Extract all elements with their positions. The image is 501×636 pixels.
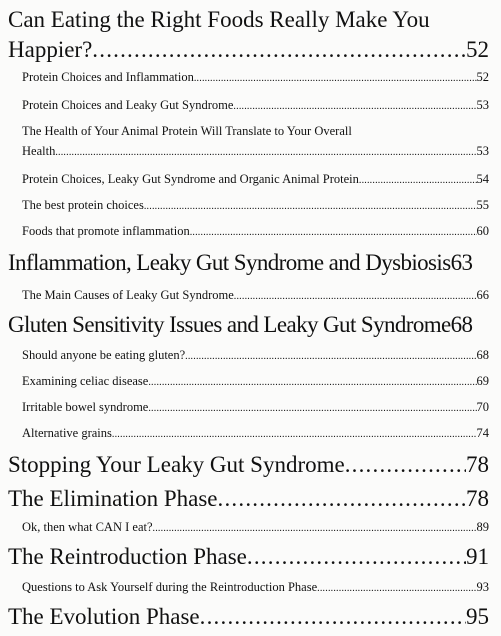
toc-entry-page: 74 [476, 426, 489, 440]
toc-entry-heading[interactable] [8, 604, 489, 630]
leader-dots [317, 580, 476, 595]
toc-entry-title: The Reintroduction Phase [8, 544, 247, 569]
toc-entry-title: Should anyone be eating gluten? [22, 348, 186, 362]
toc-entry-title: Protein Choices, Leaky Gut Syndrome and Organic Animal Protein [22, 172, 359, 186]
toc-entry-subheading[interactable] [22, 70, 489, 85]
toc-entry-title: Examining celiac disease [22, 374, 149, 388]
toc-entry-heading[interactable] [8, 312, 489, 338]
toc-entry-subheading[interactable] [22, 374, 489, 389]
toc-entry-page: 60 [476, 224, 489, 238]
toc-entry-page: 93 [476, 580, 489, 594]
toc-entry-title: Foods that promote inflammation [22, 224, 190, 238]
toc-entry-heading[interactable] [8, 486, 489, 512]
toc-entry-subheading[interactable] [22, 98, 489, 113]
toc-entry-page: 55 [476, 198, 489, 212]
leader-dots [148, 374, 476, 389]
toc-entry-heading[interactable] [8, 250, 489, 276]
toc-entry-title: Ok, then what CAN I eat? [22, 520, 153, 534]
leader-dots [359, 172, 477, 187]
leader-dots [92, 37, 466, 63]
toc-entry-page: 78 [466, 486, 489, 511]
toc-entry-title: Happier? [8, 37, 93, 62]
toc-entry-title: Stopping Your Leaky Gut Syndrome [8, 452, 345, 477]
toc-entry-page: 66 [476, 288, 489, 302]
toc-entry-title: The best protein choices [22, 198, 144, 212]
toc-entry-page: 52 [476, 70, 489, 84]
toc-entry-page: 52 [466, 37, 489, 62]
toc-entry-subheading[interactable] [22, 520, 489, 535]
toc-entry-title: Protein Choices and Inflammation [22, 70, 194, 84]
toc-entry-page: 53 [476, 98, 489, 112]
toc-entry-title: Protein Choices and Leaky Gut Syndrome [22, 98, 234, 112]
leader-dots [148, 400, 476, 415]
toc-entry-page: 70 [476, 400, 489, 414]
toc-entry-page: 89 [476, 520, 489, 534]
toc-entry-title: Irritable bowel syndrome [22, 400, 149, 414]
toc-entry-page: 54 [476, 172, 489, 186]
toc-entry-page: 69 [476, 374, 489, 388]
toc-entry-subheading[interactable] [22, 198, 489, 213]
toc-entry-subheading[interactable] [22, 426, 489, 441]
toc-entry-subheading[interactable] [22, 288, 489, 303]
leader-dots [234, 288, 477, 303]
leader-dots [55, 144, 476, 159]
leader-dots [153, 520, 477, 535]
toc-entry-title: The Elimination Phase [8, 486, 218, 511]
toc-entry-title: The Main Causes of Leaky Gut Syndrome [22, 288, 234, 302]
leader-dots [185, 348, 476, 363]
toc-entry-page: 63 [450, 250, 473, 275]
toc-subheading-line1: The Health of Your Animal Protein Will Translate to Your Overall [22, 124, 352, 138]
leader-dots [233, 98, 476, 113]
leader-dots [194, 70, 477, 85]
toc-entry-subheading[interactable] [22, 348, 489, 363]
toc-entry-page: 68 [450, 312, 473, 337]
toc-entry-subheading[interactable] [22, 224, 489, 239]
toc-heading-line1: Can Eating the Right Foods Really Make You [8, 7, 430, 32]
leader-dots [345, 452, 466, 478]
toc-entry-page: 95 [466, 604, 489, 629]
toc-entry-title: Alternative grains [22, 426, 112, 440]
toc-entry-title: Questions to Ask Yourself during the Reintroduction Phase [22, 580, 318, 594]
toc-entry-subheading[interactable] [22, 144, 489, 159]
toc-entry-page: 91 [466, 544, 489, 569]
toc-entry-title: The Evolution Phase [8, 604, 200, 629]
toc-entry-page: 53 [476, 144, 489, 158]
leader-dots [190, 224, 477, 239]
toc-entry-page: 68 [476, 348, 489, 362]
toc-entry-title: Health [22, 144, 56, 158]
leader-dots [144, 198, 477, 213]
toc-entry-subheading[interactable] [22, 172, 489, 187]
leader-dots [247, 544, 466, 570]
toc-entry-subheading[interactable] [22, 580, 489, 595]
toc-entry-title: Gluten Sensitivity Issues and Leaky Gut Syndrome [8, 312, 451, 337]
toc-entry-title: Inflammation, Leaky Gut Syndrome and Dysbiosis [8, 250, 451, 275]
toc-entry-heading[interactable] [8, 544, 489, 570]
leader-dots [112, 426, 477, 441]
toc-entry-page: 78 [466, 452, 489, 477]
toc-entry-heading[interactable] [8, 452, 489, 478]
leader-dots [218, 486, 466, 512]
toc-entry-subheading[interactable] [22, 400, 489, 415]
leader-dots [200, 604, 466, 630]
toc-entry-heading[interactable] [8, 37, 489, 63]
